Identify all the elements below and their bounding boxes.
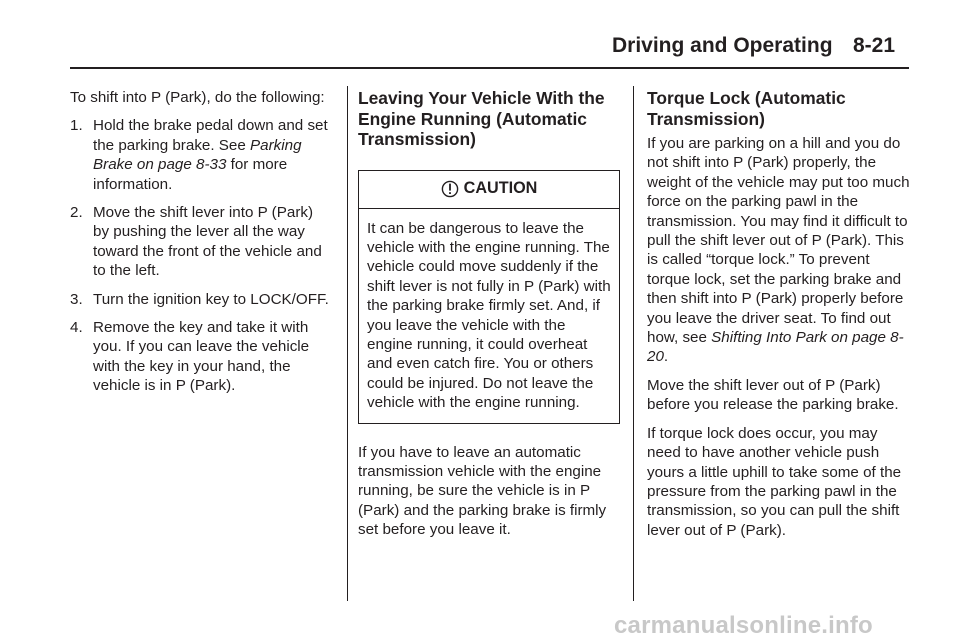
intro-paragraph: To shift into P (Park), do the following: [70,89,325,106]
section-heading: Torque Lock (Automatic Transmission) [647,88,846,129]
cross-reference: Shifting Into Park on page 8-20 [647,329,904,366]
warning-icon [441,180,459,199]
section-title: Driving and Operating [612,34,833,57]
column-left [70,88,332,405]
step-text: Hold the brake pedal down and set the parking brake. See [93,117,328,154]
step-number: 3. [70,290,83,308]
header-rule [70,67,909,69]
caution-box [358,170,620,424]
step-number: 4. [70,319,83,337]
column-divider [347,86,348,601]
body-paragraph: If you have to leave an automatic transmission vehicle with the engine running, be sure the vehicle is in P (Park) and the parking brake is firmly set before you leave it. [358,443,607,539]
cross-reference: Parking Brake on page 8-33 [93,136,302,174]
list-item [70,203,332,281]
body-paragraph: If torque lock does occur, you may need to have another vehicle push yours a little uphill to take some of the pressure from the parking pawl in the transmission, so you can pull the shift lever out of P (Park). [647,424,902,539]
step-text: Move the shift lever into P (Park) by pushing the lever all the way toward the front of the vehicle and to the left. [93,204,322,280]
step-text: Remove the key and take it with you. If you can leave the vehicle with the key in your hand, the vehicle is in P (Park). [93,319,310,395]
caution-label: CAUTION [463,179,538,198]
paragraph-text: . [663,348,669,366]
list-item [70,318,332,396]
step-number: 2. [70,204,83,222]
body-paragraph [647,134,911,367]
step-text: for more information. [93,156,288,193]
caution-header [359,171,619,209]
step-number: 1. [70,117,83,135]
step-text: Turn the ignition key to LOCK/OFF. [93,290,329,308]
watermark: carmanualsonline.info [614,612,873,639]
column-middle [358,88,622,549]
paragraph-text: If you are parking on a hill and you do not shift into P (Park) properly, the weight of the vehicle may put too much force on the parking pawl in the transmission. You may find it difficult to pull the shift lever out of P (Park). This is called “torque lock.” To prevent torque lock, set the parking brake and then shift into P (Park) properly before you leave the driver seat. To find out how, see [647,135,910,347]
column-right [647,88,911,549]
caution-text: It can be dangerous to leave the vehicle with the engine running. The vehicle could move suddenly if the shift lever is not fully in P (Park) with the parking brake firmly set. And, if you leave the vehicle with the engine running, it could overheat and even catch fire. You or others could be injured. Do not leave the vehicle with the engine running. [367,219,611,412]
park-steps-list [70,116,332,395]
list-item [70,116,332,194]
body-paragraph: Move the shift lever out of P (Park) before you release the parking brake. [647,376,899,414]
column-divider [633,86,634,601]
section-heading: Leaving Your Vehicle With the Engine Running (Automatic Transmission) [358,88,605,149]
list-item [70,290,332,309]
page-number: 8-21 [853,34,896,57]
